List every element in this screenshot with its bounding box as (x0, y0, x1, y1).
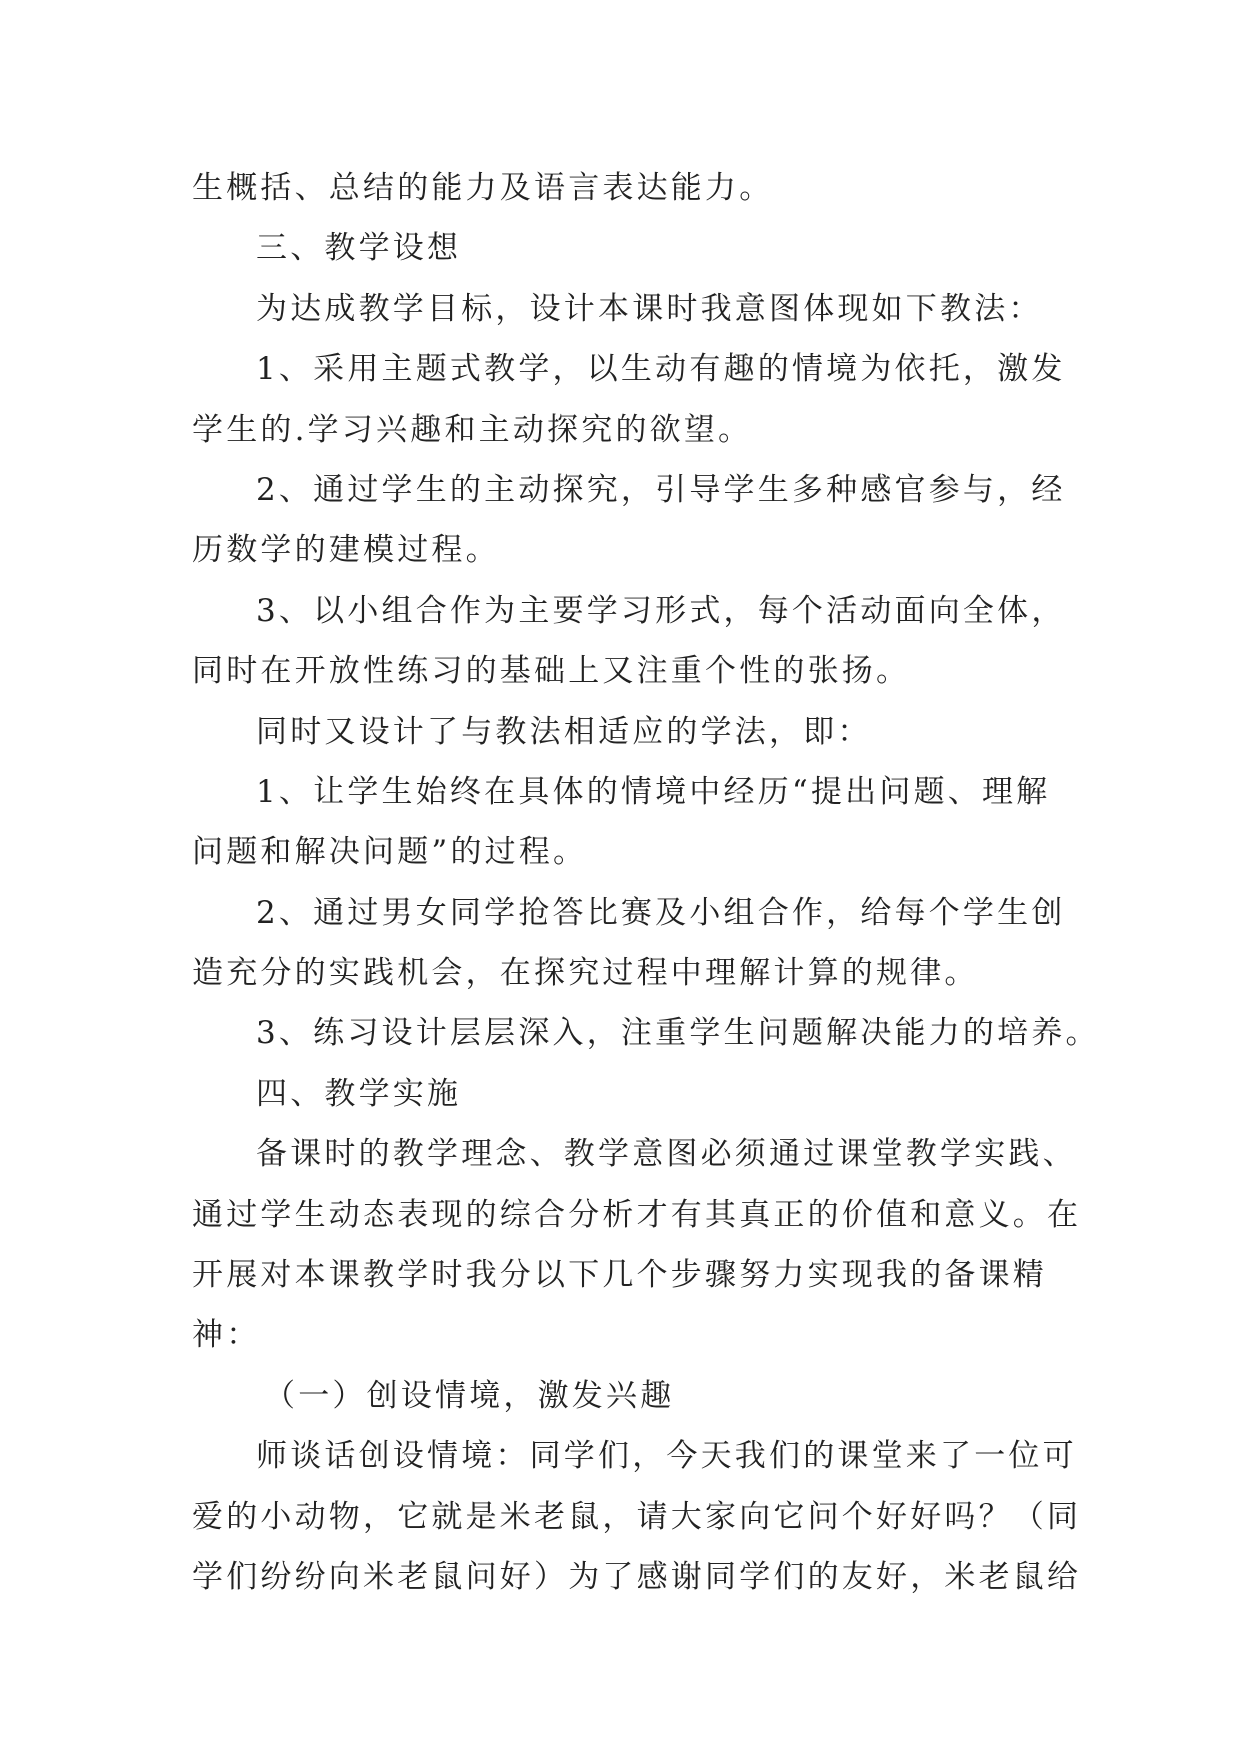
list-item: 1、采用主题式教学，以生动有趣的情境为依托，激发 (256, 351, 1066, 388)
section-heading: 四、教学实施 (256, 1075, 462, 1112)
text-line: 同时又设计了与教法相适应的学法，即： (256, 713, 872, 750)
text-line: 生概括、总结的能力及语言表达能力。 (192, 170, 774, 206)
text-line: 开展对本课教学时我分以下几个步骤努力实现我的备课精 (192, 1257, 1047, 1294)
text-line: 学生的.学习兴趣和主动探究的欲望。 (192, 411, 753, 448)
text-line: 备课时的教学理念、教学意图必须通过课堂教学实践、 (256, 1136, 1077, 1173)
text-line: 神： (192, 1317, 261, 1354)
list-item: 3、以小组合作为主要学习形式，每个活动面向全体， (256, 592, 1066, 629)
text-line: 问题和解决问题”的过程。 (192, 834, 588, 871)
subsection-heading: （一）创设情境，激发兴趣 (264, 1377, 675, 1414)
text-line: 学们纷纷向米老鼠问好）为了感谢同学们的友好，米老鼠给 (192, 1558, 1082, 1595)
text-line: 造充分的实践机会，在探究过程中理解计算的规律。 (192, 955, 979, 992)
list-item: 3、练习设计层层深入，注重学生问题解决能力的培养。 (256, 1015, 1100, 1052)
section-heading: 三、教学设想 (256, 230, 462, 267)
list-item: 2、通过男女同学抢答比赛及小组合作，给每个学生创 (256, 894, 1066, 931)
list-item: 1、让学生始终在具体的情境中经历“提出问题、理解 (256, 773, 1051, 810)
text-line: 为达成教学目标，设计本课时我意图体现如下教法： (256, 290, 1043, 327)
document-body (192, 158, 1100, 1607)
text-line: 历数学的建模过程。 (192, 532, 500, 569)
list-item: 2、通过学生的主动探究，引导学生多种感官参与，经 (256, 471, 1066, 508)
text-line: 同时在开放性练习的基础上又注重个性的张扬。 (192, 653, 911, 690)
text-line: 爱的小动物，它就是米老鼠，请大家向它问个好好吗？（同 (192, 1498, 1082, 1535)
text-line: 师谈话创设情境：同学们，今天我们的课堂来了一位可 (256, 1438, 1077, 1475)
text-line: 通过学生动态表现的综合分析才有其真正的价值和意义。在 (192, 1196, 1082, 1233)
